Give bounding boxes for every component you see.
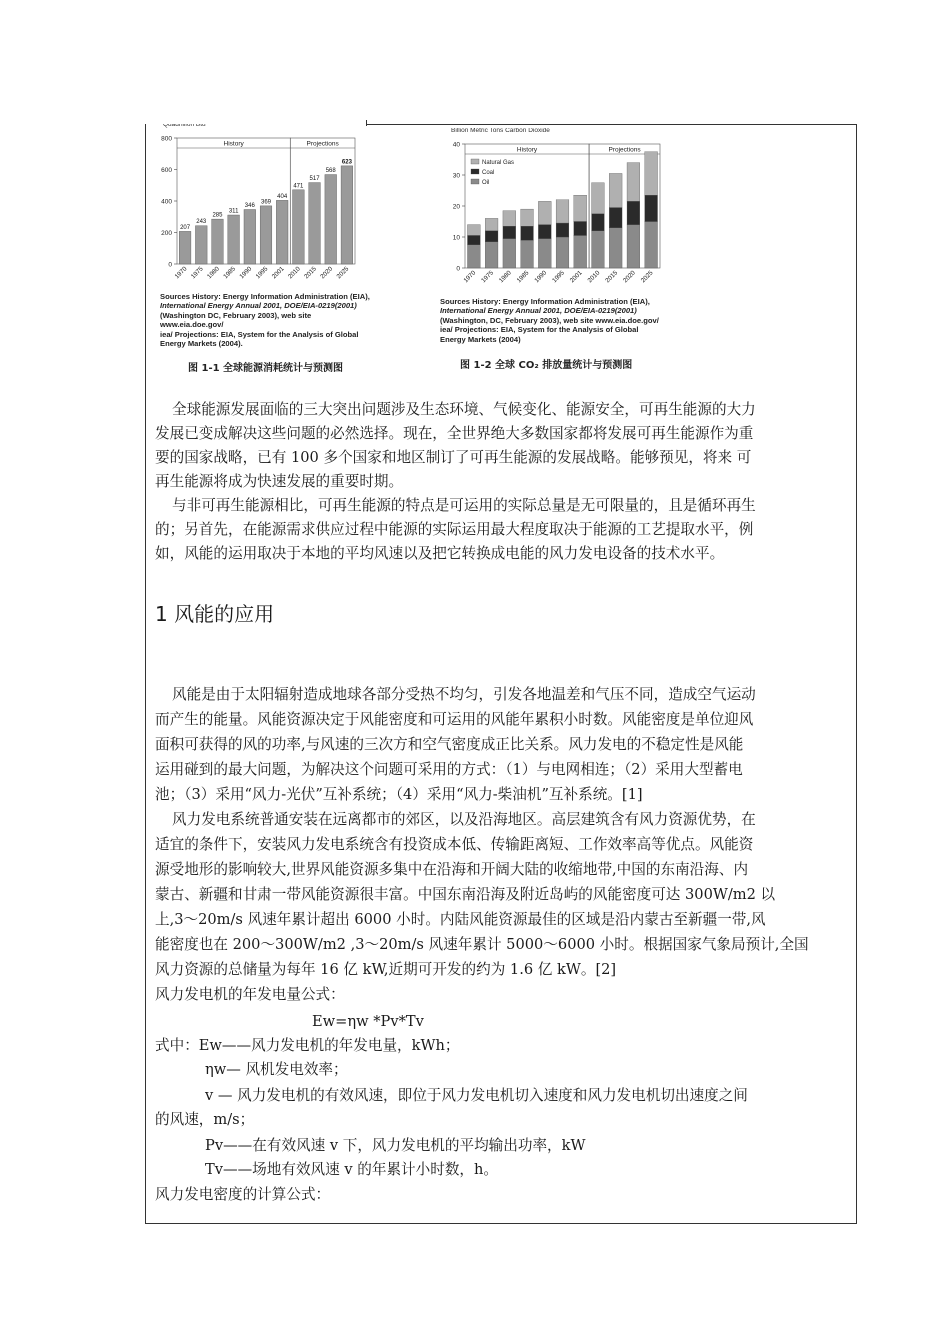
bar xyxy=(341,166,353,264)
bar-segment-natural-gas xyxy=(609,173,622,207)
history-label: History xyxy=(223,140,244,148)
section1-paragraph-1-line: 运用碰到的最大问题，为解决这个问题可采用的方式：（1）与电网相连；（2）采用大型蓄电 xyxy=(155,761,743,778)
bar xyxy=(309,183,321,264)
intro-paragraph-1-line: 全球能源发展面临的三大突出问题涉及生态环境、气候变化、能源安全，可再生能源的大力 xyxy=(172,401,756,418)
definition-intro: 式中：Ew——风力发电机的年发电量，kWh； xyxy=(155,1037,460,1054)
bar-segment-oil xyxy=(574,235,587,268)
y-tick-label: 30 xyxy=(452,172,460,180)
bar-segment-natural-gas xyxy=(592,183,605,214)
bar-segment-coal xyxy=(645,195,658,221)
y-tick-label: 400 xyxy=(161,198,172,206)
x-tick-label: 1985 xyxy=(222,265,238,281)
bar-value-label: 471 xyxy=(293,183,304,190)
bar-value-label: 311 xyxy=(228,208,239,215)
figure-co2-emissions xyxy=(445,128,670,300)
bar-segment-coal xyxy=(609,208,622,228)
energy-consumption-chart xyxy=(155,124,370,289)
bar-value-label: 369 xyxy=(260,199,272,206)
x-tick-label: 1975 xyxy=(480,269,496,285)
projections-label: Projections xyxy=(306,140,339,148)
figure2-source-line: Energy Markets (2004) xyxy=(440,334,521,344)
y-tick-label: 10 xyxy=(452,234,460,242)
figure1-source-line: (Washington DC, February 2003), web site www.eia.doe.gov/ xyxy=(160,310,312,330)
bar-segment-oil xyxy=(485,242,498,268)
bar xyxy=(325,175,337,264)
bar-segment-natural-gas xyxy=(574,195,587,221)
density-formula-title: 风力发电密度的计算公式： xyxy=(155,1186,331,1203)
section1-paragraph-2-line: 能密度也在 200～300W/m2 ,3～20m/s 风速年累计 5000～6000 小时。根据国家气象局预计,全国 xyxy=(155,936,809,953)
projections-label: Projections xyxy=(608,146,641,154)
bar-value-label: 404 xyxy=(277,193,288,200)
chart-unit-label: Quadrillion Btu xyxy=(163,124,206,128)
x-tick-label: 1970 xyxy=(173,265,189,281)
y-tick-label: 600 xyxy=(161,166,172,174)
x-tick-label: 2010 xyxy=(586,269,602,285)
bar-segment-natural-gas xyxy=(485,218,498,230)
x-tick-label: 1990 xyxy=(533,269,549,285)
bar-segment-coal xyxy=(538,225,551,239)
y-tick-label: 800 xyxy=(161,135,172,143)
y-tick-label: 0 xyxy=(456,265,460,273)
y-tick-label: 200 xyxy=(161,229,172,237)
bar-segment-coal xyxy=(503,226,516,238)
figure1-sources xyxy=(160,292,370,348)
figure2-caption: 图 1-2 全球 CO₂ 排放量统计与预测图 xyxy=(460,360,633,371)
intro-paragraph-1-line: 发展已变成解决这些问题的必然选择。现在，全世界绝大多数国家都将发展可再生能源作为重 xyxy=(155,425,754,442)
x-tick-label: 1970 xyxy=(462,269,478,285)
figure2-source-line: (Washington, DC, February 2003), web site www.eia.doe.gov/ xyxy=(440,315,659,325)
formula: Ew=ηw *Pv*Tv xyxy=(312,1013,424,1030)
bar-segment-coal xyxy=(592,214,605,231)
x-tick-label: 2015 xyxy=(303,265,318,281)
formula-title: 风力发电机的年发电量公式： xyxy=(155,986,345,1003)
x-tick-label: 2020 xyxy=(319,265,335,281)
definition-v: v — 风力发电机的有效风速，即位于风力发电机切入速度和风力发电机切出速度之间 xyxy=(205,1087,748,1104)
section1-paragraph-2-line: 上,3～20m/s 风速年累计超出 6000 小时。内陆风能资源最佳的区域是沿内蒙古至新疆一带,风 xyxy=(155,911,766,928)
bar-segment-natural-gas xyxy=(503,211,516,227)
figure2-source-line: International Energy Annual 2001, DOE/EIA-0219(2001) xyxy=(440,306,637,316)
section1-paragraph-2-line: 适宜的条件下，安装风力发电系统含有投资成本低、传输距离短、工作效率高等优点。风能资 xyxy=(155,836,754,853)
bar-value-label: 346 xyxy=(244,203,255,210)
legend-label: Natural Gas xyxy=(482,160,515,166)
bar-segment-oil xyxy=(521,240,534,268)
x-tick-label: 2025 xyxy=(639,269,655,285)
section1-paragraph-1-line: 池；（3）采用“风力-光伏”互补系统；（4）采用“风力-柴油机”互补系统。[1] xyxy=(155,786,643,803)
legend-swatch xyxy=(471,159,479,164)
intro-paragraph-2-line: 如，风能的运用取决于本地的平均风速以及把它转换成电能的风力发电设备的技术水平。 xyxy=(155,545,725,562)
bar-segment-coal xyxy=(485,231,498,242)
y-tick-label: 40 xyxy=(452,141,460,149)
y-tick-label: 0 xyxy=(168,261,172,269)
bar-segment-natural-gas xyxy=(538,201,551,224)
legend-label: Oil xyxy=(482,180,490,186)
legend-swatch xyxy=(471,169,479,174)
bar xyxy=(260,206,272,264)
x-tick-label: 1985 xyxy=(515,269,531,285)
bar xyxy=(244,210,256,264)
definition-tv: Tv——场地有效风速 v 的年累计小时数，h。 xyxy=(205,1161,498,1178)
bar-segment-oil xyxy=(538,239,551,268)
x-tick-label: 2025 xyxy=(335,265,351,281)
definition-pv: Pv——在有效风速 v 下，风力发电机的平均输出功率，kW xyxy=(205,1137,586,1154)
bar-segment-natural-gas xyxy=(467,225,480,236)
y-tick-label: 20 xyxy=(452,203,460,211)
bar-segment-oil xyxy=(467,245,480,268)
bar-value-label: 207 xyxy=(180,224,191,231)
x-tick-label: 2020 xyxy=(621,269,637,285)
intro-paragraph-1-line: 再生能源将成为快速发展的重要时期。 xyxy=(155,473,404,490)
bar-segment-oil xyxy=(609,228,622,268)
figure-energy-consumption xyxy=(155,124,370,293)
x-tick-label: 1980 xyxy=(206,265,221,281)
bar-value-label: 623 xyxy=(341,159,352,166)
intro-paragraph-2-line: 与非可再生能源相比，可再生能源的特点是可运用的实际总量是无可限量的，且是循环再生 xyxy=(172,497,756,514)
bar-segment-natural-gas xyxy=(521,209,534,226)
bar-value-label: 243 xyxy=(196,219,207,226)
definition-v-continued: 的风速，m/s； xyxy=(155,1111,255,1128)
definition-eta: ηw— 风机发电效率； xyxy=(205,1061,348,1078)
history-label: History xyxy=(516,146,538,154)
x-tick-label: 1995 xyxy=(254,265,270,281)
bar-segment-coal xyxy=(467,235,480,244)
bar xyxy=(276,200,288,264)
figure2-sources xyxy=(440,297,675,344)
legend-swatch xyxy=(471,179,479,184)
bar xyxy=(293,190,305,264)
intro-paragraph-1-line: 要的国家战略，已有 100 多个国家和地区制订了可再生能源的发展战略。能够预见，将来 可 xyxy=(155,449,752,466)
bar-segment-coal xyxy=(521,226,534,240)
bar-segment-oil xyxy=(592,231,605,268)
x-tick-label: 2001 xyxy=(270,265,286,281)
x-tick-label: 1990 xyxy=(238,265,254,281)
x-tick-label: 2010 xyxy=(286,265,302,281)
bar-value-label: 517 xyxy=(309,176,320,183)
figure1-source-line: iea/ Projections: EIA, System for the Analysis of Global xyxy=(160,329,359,339)
figure1-caption: 图 1-1 全球能源消耗统计与预测图 xyxy=(188,363,344,374)
section1-paragraph-2-line: 风力资源的总储量为每年 16 亿 kW,近期可开发的约为 1.6 亿 kW。[2] xyxy=(155,961,617,978)
legend-label: Coal xyxy=(482,170,495,176)
bar-segment-coal xyxy=(574,222,587,236)
figure1-source-line: Sources History: Energy Information Administration (EIA), xyxy=(160,292,370,301)
bar-value-label: 285 xyxy=(212,212,223,219)
bar xyxy=(195,226,207,264)
bar-segment-oil xyxy=(627,225,640,268)
bar xyxy=(228,215,240,264)
bar-segment-natural-gas xyxy=(627,163,640,202)
figure2-source-line: iea/ Projections: EIA, System for the Analysis of Global xyxy=(440,325,639,335)
bar-segment-oil xyxy=(645,222,658,269)
bar-segment-oil xyxy=(556,237,569,268)
x-tick-label: 1995 xyxy=(551,269,566,285)
x-tick-label: 1980 xyxy=(497,269,513,285)
co2-emissions-chart xyxy=(445,128,670,296)
bar-segment-coal xyxy=(556,223,569,237)
section1-paragraph-2-line: 风力发电系统普通安装在远离都市的郊区，以及沿海地区。高层建筑含有风力资源优势，在 xyxy=(172,811,756,828)
figure2-source-line: Sources History: Energy Information Administration (EIA), xyxy=(440,297,650,306)
section1-paragraph-1-line: 面积可获得的风的功率,与风速的三次方和空气密度成正比关系。风力发电的不稳定性是风能 xyxy=(155,736,744,753)
section1-paragraph-2-line: 源受地形的影响较大,世界风能资源多集中在沿海和开阔大陆的收缩地带,中国的东南沿海、内 xyxy=(155,861,749,878)
bar xyxy=(179,231,191,264)
bar xyxy=(212,219,224,264)
section-heading: 1 风能的应用 xyxy=(155,602,275,626)
bar-value-label: 568 xyxy=(325,168,336,175)
x-tick-label: 2001 xyxy=(568,269,584,285)
section1-paragraph-1-line: 而产生的能量。风能资源决定于风能密度和可运用的风能年累积小时数。风能密度是单位迎风 xyxy=(155,711,754,728)
bar-segment-oil xyxy=(503,239,516,268)
chart-unit-label: Billion Metric Tons Carbon Dioxide xyxy=(451,128,550,134)
intro-paragraph-2-line: 的；另首先，在能源需求供应过程中能源的实际运用最大程度取决于能源的工艺提取水平，例 xyxy=(155,521,754,538)
section1-paragraph-1-line: 风能是由于太阳辐射造成地球各部分受热不均匀，引发各地温差和气压不同，造成空气运动 xyxy=(172,686,756,703)
section1-paragraph-2-line: 蒙古、新疆和甘肃一带风能资源很丰富。中国东南沿海及附近岛屿的风能密度可达 300W/m2 以 xyxy=(155,886,776,903)
figure1-source-line: International Energy Annual 2001, DOE/EIA-0219(2001) xyxy=(160,301,357,311)
x-tick-label: 2015 xyxy=(604,269,620,285)
bar-segment-natural-gas xyxy=(556,200,569,223)
bar-segment-coal xyxy=(627,201,640,224)
figure1-source-line: Energy Markets (2004). xyxy=(160,339,243,349)
bar-segment-natural-gas xyxy=(645,152,658,195)
x-tick-label: 1975 xyxy=(189,265,205,281)
